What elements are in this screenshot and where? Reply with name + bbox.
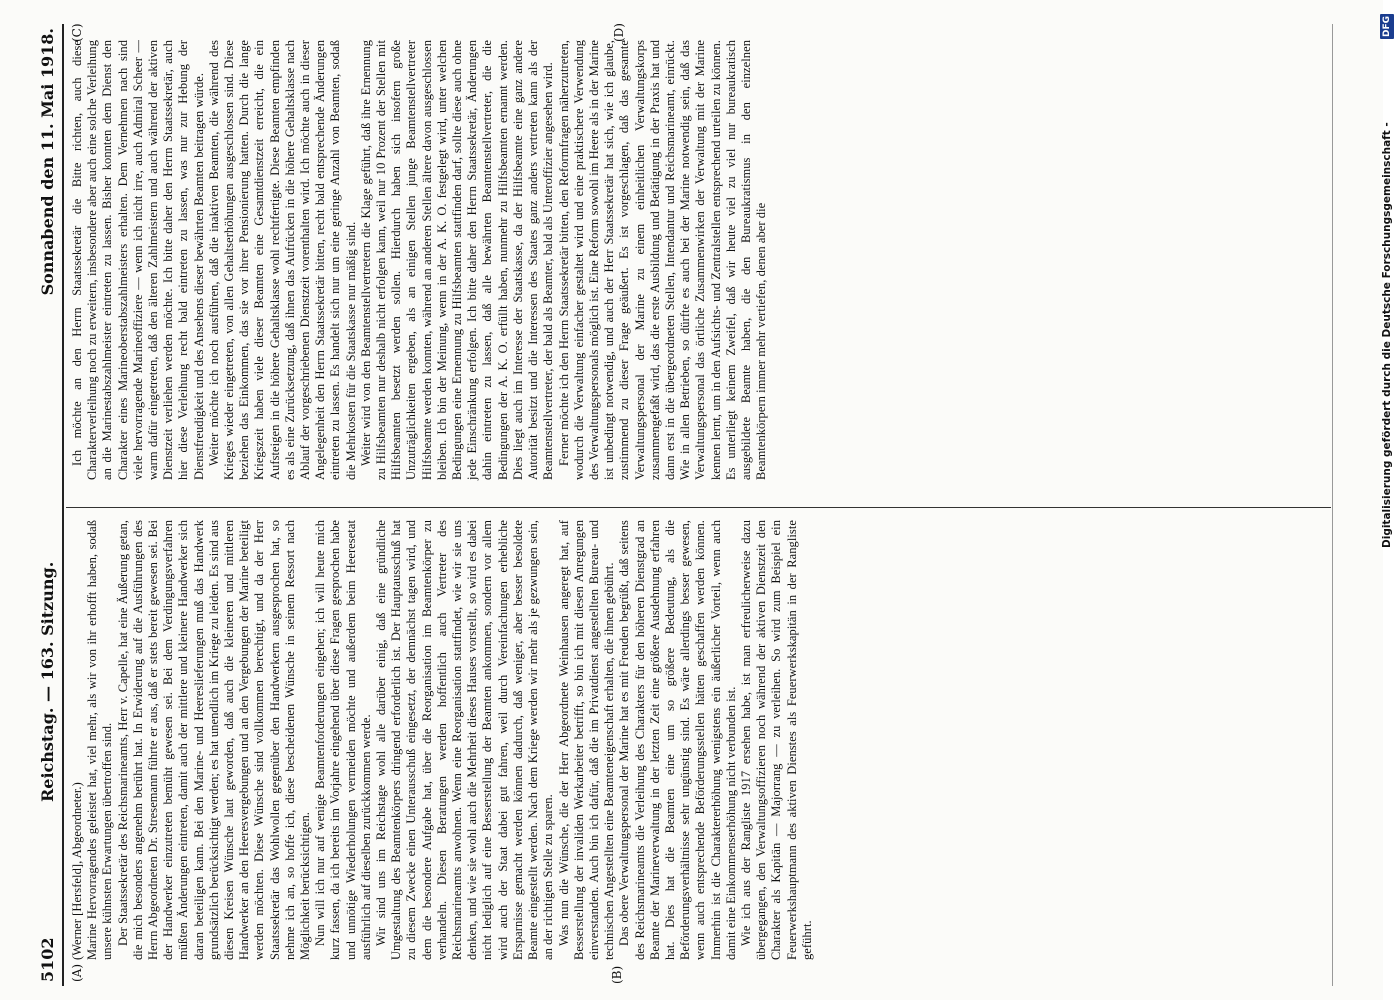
paragraph: Weiter wird von den Beamtenstellvertretern die Klage geführt, daß ihre Ernennung zu Hilfsbeamten nur deshalb nicht erfolgen kann, weil nur 10 Prozent der Stellen mit Hilfsbeamten besetzt werden sollen. Hierdurch haben sich insofern große Unzuträglichkeiten ergeben, als an einigen Stellen junge Beamtenstellvertreter Hilfsbeamte werden konnten, während an anderen Stellen ältere davon ausgeschlossen bleiben. Ich bin der Meinung, wenn in der A. K. O. festgelegt wird, unter welchen Bedingungen eine Ernennung zu Hilfsbeamten stattfinden darf, sollte diese auch ohne jede Einschränkung erfolgen. Ich bitte daher den Herrn Staatssekretär, Änderungen dahin eintreten zu lassen, daß alle bewährten Beamtenstellvertreter, die die Bedingungen der A. K. O. erfüllt haben, nunmehr zu Hilfsbeamten ernannt werden. Dies liegt auch im Interesse der Staatskasse, da der Hilfsbeamte eine ganz andere Autorität besitzt und die Interessen des Staates ganz anders vertreten kann als der Beamtenstellvertreter, der bald als Beamter, bald als Unteroffizier angesehen wird. <box>358 40 556 480</box>
paragraph: Ferner möchte ich den Herrn Staatssekretär bitten, den Reformfragen näherzutreten, wodurch die Verwaltung einfacher gestaltet wird und eine praktischere Verwendung des Verwaltungspersonals möglich ist. Eine Reform sowohl im Heere als in der Marine ist unbedingt notwendig, und auch der Herr Staatssekretär hat sich, wie ich glaube, zustimmend zu dieser Frage geäußert. Es ist vorgeschlagen, daß das gesamte Verwaltungspersonal der Marine zu einem einheitlichen Verwaltungskorps zusammengefaßt wird, das die erste Ausbildung und Betätigung in der Praxis hat und dann erst in die übergeordneten Stellen, Intendantur und Reichsmarineamt, einrückt. Wie in allen Betrieben, so dürfte es auch bei der Marine notwendig sein, daß das Verwaltungspersonal das örtliche Zusammenwirken der Verwaltung mit der Marine kennen lernt, um in den Aufsichts- und Zentralstellen entsprechend urteilen zu können. Es unterliegt keinem Zweifel, daß wir heute viel zu viel nur bureaukratisch ausgebildete Beamte haben, die den Bureaukratismus in den einzelnen Beamtenkörpern immer mehr vertiefen, denen aber die <box>556 40 769 480</box>
left-text-column <box>70 520 815 960</box>
paragraph: Wie ich aus der Rangliste 1917 ersehen habe, ist man erfreulicherweise dazu übergegangen, den Verwaltungsoffizieren noch während der aktiven Dienstzeit den Charakter als Kapitän — Majorrang — zu verleihen. So wird zum Beispiel ein Feuerwerkshauptmann des aktiven Dienstes als Feuerwerkskapitän in der Rangliste geführt. <box>738 520 814 960</box>
column-divider <box>66 507 1331 508</box>
paragraph: Nun will ich nur auf wenige Beamtenforderungen eingehen; ich will heute mich kurz fassen, da ich bereits im Vorjahre eingehend über diese Fragen gesprochen habe und unnötige Wiederholungen vermeiden möchte und außerdem beim Heeresetat ausführlich auf dieselben zurückkommen werde. <box>313 520 373 960</box>
paragraph: Der Staatssekretär des Reichsmarineamts, Herr v. Capelle, hat eine Äußerung getan, die mich besonders angenehm berührt hat. In Erwiderung auf die Ausführungen des Herrn Abgeordneten Dr. Stresemann führte er aus, daß er stets bereit gewesen sei. Bei der Handwerker einzutreten bemüht gewesen sei. Bei dem Verdingungsverfahren müßten Änderungen eintreten, damit auch der mittlere und kleinere Handwerker sich daran beteiligen kann. Bei den Marine- und Heereslieferungen muß das Handwerk grundsätzlich berücksichtigt werden; es hat unendlich im Kriege zu leiden. Es sind aus diesen Kreisen Wünsche laut geworden, daß auch die kleineren und mittleren Handwerker an den Heeresvergebungen und an den Vergebungen der Marine beteiligt werden möchten. Diese Wünsche sind vollkommen berechtigt, und da der Herr Staatssekretär das Wohlwollen gegenüber den Handwerkern ausgesprochen hat, so nehme ich an, so hoffe ich, diese bescheidenen Wünsche in seinem Ressort nach Möglichkeit berücksichtigen. <box>115 520 313 960</box>
credit-strip <box>1379 12 1395 988</box>
paragraph: Marine Hervorragendes geleistet hat, viel mehr, als wir von ihr erhofft haben, sodaß unsere kühnsten Erwartungen übertroffen sind. <box>85 520 115 960</box>
session-date: Sonnabend den 11. Mai 1918. <box>38 28 57 296</box>
speaker-note: (Werner [Hersfeld], Abgeordneter.) <box>70 782 84 960</box>
credit-text: Digitalisierung gefördert durch die Deutsche Forschungsgemeinschaft - <box>1381 122 1393 548</box>
margin-marker-c: (C) <box>70 23 84 42</box>
margin-marker-d: (D) <box>612 23 626 42</box>
paragraph: Weiter möchte ich noch ausführen, daß die inaktiven Beamten, die während des Krieges wieder eingetreten, von allen Gehaltserhöhungen ausgeschlossen sind. Diese beziehen das Einkommen, das sie vor ihrer Pensionierung hatten. Durch die lange Kriegszeit haben viele dieser Beamten eine Gesamtdienstzeit erreicht, die ein Aufsteigen in die höhere Gehaltsklasse wohl rechtfertigte. Diese Beamten empfinden es als eine Zurücksetzung, daß ihnen das Aufrücken in die höhere Gehaltsklasse nach Ablauf der vorgeschriebenen Dienstzeit vorenthalten wird. Ich möchte auch in dieser Angelegenheit den Herrn Staatssekretär bitten, recht bald entsprechende Änderungen eintreten zu lassen. Es handelt sich nur um eine geringe Anzahl von Beamten, sodaß die Mehrkosten für die Staatskasse nur mäßig sind. <box>206 40 358 480</box>
running-title: Reichstag. — 163. Sitzung. <box>38 561 57 802</box>
right-text-column <box>70 40 769 480</box>
margin-marker-a: (A) <box>70 963 84 982</box>
header-rule <box>62 24 64 986</box>
paragraph: Wir sind uns im Reichstage wohl alle darüber einig, daß eine gründliche Umgestaltung des Beamtenkörpers dringend erforderlich ist. Der Hauptausschuß hat zu diesem Zwecke einen Unterausschuß eingesetzt, der demnächst tagen wird, und dem die besondere Aufgabe hat, über die Reorganisation im Beamtenkörper zu verhandeln. Diesen Beratungen werden hoffentlich auch Vertreter des Reichsmarineamts anwohnen. Wenn eine Reorganisation stattfindet, wie wir sie uns denken, und wie sie wohl auch die Mehrheit dieses Hauses vorstellt, so wird es dabei nicht lediglich auf eine Besserstellung der Beamten ankommen, sondern vor allem wird auch der Staat dabei gut fahren, weil durch Vereinfachungen erhebliche Ersparnisse gemacht werden können dadurch, daß weniger, aber besser besoldete Beamte eingestellt werden. Nach dem Kriege werden wir mehr als je gezwungen sein, an der richtigen Stelle zu sparen. <box>374 520 556 960</box>
paragraph: Das obere Verwaltungspersonal der Marine hat es mit Freuden begrüßt, daß seitens des Reichsmarineamts die Verleihung des Charakters für den höheren Dienstgrad an Beamte der Marineverwaltung in der letzten Zeit eine größere Ausdehnung erfahren hat. Dies hat die Beamten eine um so größere Bedeutung, als die Beförderungsverhältnisse sehr ungünstig sind. Es wäre allerdings besser gewesen, wenn auch entsprechende Beförderungsstellen hätten geschaffen werden können. Immerhin ist die Charaktererhöhung wenigstens ein äußerlicher Vorteil, wenn auch damit eine Einkommenserhöhung nicht verbunden ist. <box>617 520 738 960</box>
paragraph: Was nun die Wünsche, die der Herr Abgeordnete Weinhausen angeregt hat, auf Besserstellung der invaliden Werkarbeiter betrifft, so bin ich mit diesen Anregungen einverstanden. Auch bin ich dafür, daß die im Privatdienst angestellten Bureau- und technischen Angestellten eine Beamteneigenschaft erhalten, die ihnen gebührt. <box>556 520 617 960</box>
page-bottom-edge <box>1332 24 1333 986</box>
margin-marker-b: (B) <box>610 965 624 984</box>
paragraph: Ich möchte an den Herrn Staatssekretär die Bitte richten, auch diese Charakterverleihung noch zu erweitern, insbesondere aber auch eine solche Verleihung an die Marinestabszahlmeister eintreten zu lassen. Bisher konnten dem Dienst den Charakter eines Marineoberstabszahlmeisters erhalten. Dem Vernehmen nach sind viele hervorragende Marineoffiziere — wenn ich nicht irre, auch Admiral Scheer — warm dafür eingetreten, daß den älteren Zahlmeistern und auch während der aktiven Dienstzeit verliehen werden möchte. Ich bitte daher den Herrn Staatssekretär, auch hier diese Verleihung recht bald eintreten zu lassen, was nur zur Hebung der Dienstfreudigkeit und des Ansehens dieser bewährten Beamten beitragen würde. <box>70 40 206 480</box>
digitization-credit <box>1363 12 1393 988</box>
dfg-logo: DFG <box>1382 16 1392 38</box>
page-number: 5102 <box>38 937 57 982</box>
